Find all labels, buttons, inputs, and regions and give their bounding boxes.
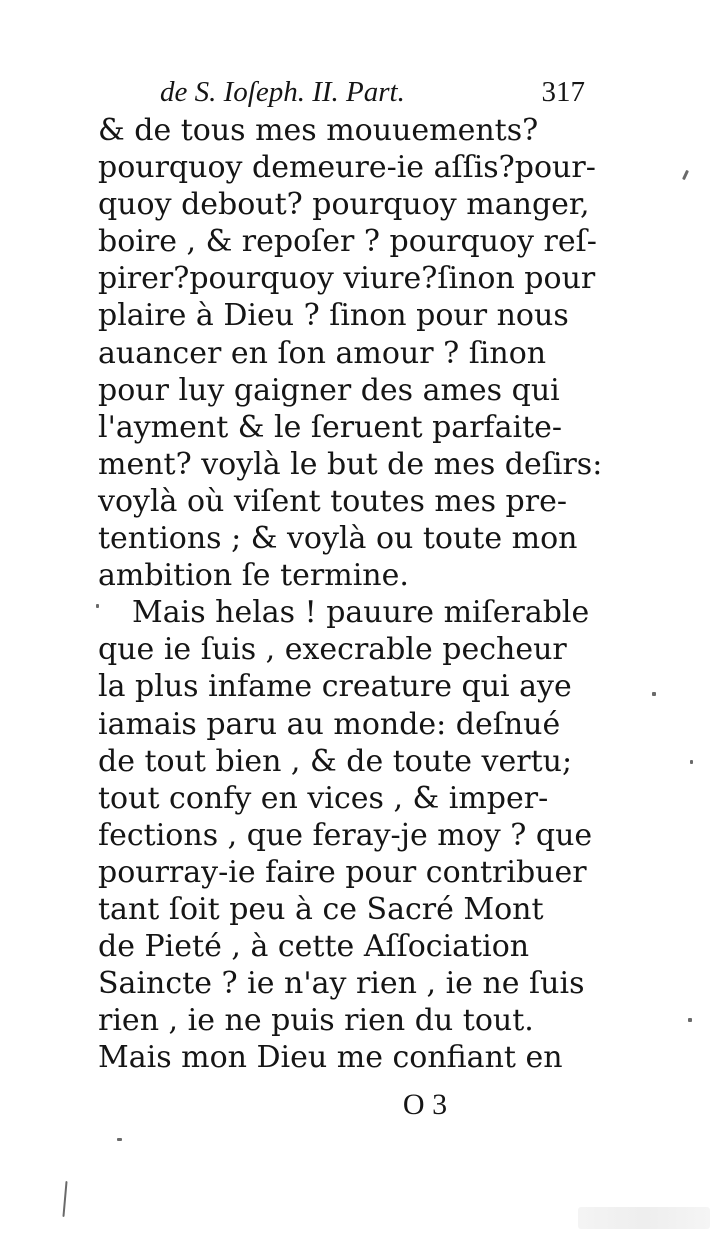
scan-speck bbox=[682, 170, 689, 180]
text-line-content: fections , que feray-je moy ? que bbox=[98, 817, 593, 853]
scan-speck bbox=[96, 604, 99, 608]
text-line-content: pirer?pourquoy viure?ſinon pour bbox=[98, 261, 596, 297]
text-line-content: pourquoy demeure-ie aſſis?pour- bbox=[98, 150, 596, 186]
text-line-content: l'ayment & le ſeruent parfaite- bbox=[98, 409, 563, 445]
text-line-content: tout confy en vices , & imper- bbox=[98, 780, 549, 816]
scan-speck bbox=[688, 1018, 692, 1022]
text-line bbox=[98, 743, 598, 780]
text-line-content: boire , & repoſer ? pourquoy reſ- bbox=[98, 224, 597, 260]
text-line-content: rien , ie ne puis rien du tout. bbox=[98, 1003, 534, 1039]
text-line-content: pour luy gaigner des ames qui bbox=[98, 372, 560, 408]
text-line bbox=[98, 817, 598, 854]
text-line bbox=[98, 891, 598, 928]
scan-speck bbox=[690, 760, 693, 764]
watermark bbox=[578, 1207, 710, 1229]
body-text bbox=[98, 112, 603, 1076]
text-line bbox=[98, 706, 598, 743]
text-line-content: ambition ſe termine. bbox=[98, 558, 409, 594]
text-line bbox=[98, 1002, 598, 1039]
text-line bbox=[98, 631, 598, 668]
running-title: de S. Ioſeph. II. Part. bbox=[160, 76, 405, 108]
text-line bbox=[98, 372, 598, 409]
text-line bbox=[98, 965, 598, 1002]
paragraph-first-line bbox=[98, 594, 598, 631]
text-line bbox=[98, 483, 598, 520]
text-line-content: Saincte ? ie n'ay rien , ie ne ſuis bbox=[98, 966, 585, 1002]
text-line-content: auancer en ſon amour ? ſinon bbox=[98, 335, 547, 371]
text-line-content: quoy debout? pourquoy manger, bbox=[98, 187, 590, 223]
text-line-content: Mais mon Dieu me confiant en bbox=[98, 1040, 563, 1076]
scan-speck bbox=[117, 1138, 122, 1141]
text-line bbox=[98, 186, 598, 223]
text-line-content: & de tous mes mouuements? bbox=[98, 113, 539, 148]
text-line bbox=[98, 520, 598, 557]
text-line bbox=[98, 780, 598, 817]
text-line bbox=[98, 409, 598, 446]
text-line-content: de Pieté , à cette Aſſociation bbox=[98, 929, 530, 965]
text-line bbox=[98, 112, 598, 149]
text-line-content: voylà où viſent toutes mes pre- bbox=[98, 483, 567, 519]
text-line bbox=[98, 260, 598, 297]
text-line bbox=[98, 149, 598, 186]
text-line bbox=[98, 928, 598, 965]
text-line-content: de tout bien , & de toute vertu; bbox=[98, 743, 573, 779]
text-line-content: iamais paru au monde: deſnué bbox=[98, 706, 561, 742]
signature-mark: O 3 bbox=[402, 1088, 448, 1121]
text-line bbox=[98, 335, 598, 372]
text-line-content: ment? voylà le but de mes deſirs: bbox=[98, 446, 603, 482]
text-line-content: pourray-ie faire pour contribuer bbox=[98, 854, 587, 890]
text-line bbox=[98, 557, 598, 594]
text-line bbox=[98, 668, 598, 705]
text-line bbox=[98, 297, 598, 334]
text-line-content: tant ſoit peu à ce Sacré Mont bbox=[98, 891, 544, 927]
scan-speck bbox=[652, 692, 656, 696]
text-line-content: Mais helas ! pauure miſerable bbox=[132, 595, 590, 631]
text-line-content: tentions ; & voylà ou toute mon bbox=[98, 521, 578, 557]
text-line-content: que ie ſuis , execrable pecheur bbox=[98, 632, 567, 668]
text-line bbox=[98, 446, 603, 483]
text-line bbox=[98, 1039, 598, 1076]
text-line bbox=[98, 854, 598, 891]
scan-scratch bbox=[62, 1181, 67, 1217]
text-line-content: la plus infame creature qui aye bbox=[98, 669, 572, 705]
text-line bbox=[98, 223, 598, 260]
running-head bbox=[160, 72, 585, 112]
text-line-content: plaire à Dieu ? ſinon pour nous bbox=[98, 298, 569, 334]
page-number: 317 bbox=[541, 76, 585, 108]
